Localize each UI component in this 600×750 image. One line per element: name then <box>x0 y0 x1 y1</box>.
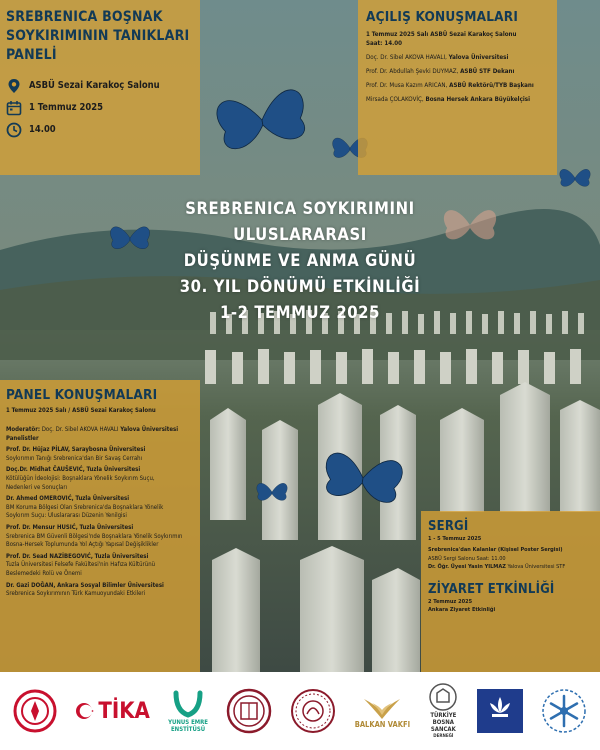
talk-topic: Srebrenica BM Güvenli Bölgesi'nde Boşnaklara Yönelik Soykırımın <box>6 532 183 540</box>
opening-speaker: Doç. Dr. Sibel AKOVA HAVALI, Yalova Üniversitesi <box>366 54 509 61</box>
exhibition-artist: Dr. Öğr. Üyesi Yasin YILMAZ Yalova Üniversitesi STF <box>428 564 566 571</box>
culture-ministry-logo <box>13 689 57 733</box>
moderator-line: Moderatör: Doç. Dr. Sibel AKOVA HAVALI Yalova Üniversitesi <box>6 426 179 433</box>
tbsd-line4: DERNEĞİ <box>433 734 454 739</box>
tbsd-line3: SANCAK <box>430 726 456 733</box>
clock-icon <box>6 122 22 138</box>
exhibition-dates: 1 - 5 Temmuz 2025 <box>428 536 482 542</box>
tbsd-line2: BOSNA <box>432 719 454 726</box>
main-title-line3: DÜŞÜNME VE ANMA GÜNÜ <box>183 251 417 270</box>
tika-text: TİKA <box>98 698 150 724</box>
tika-logo <box>75 699 150 724</box>
balkan-vakfi-logo <box>355 695 410 728</box>
opening-speaker: Prof. Dr. Musa Kazım ARICAN, ASBÜ Rektörü/TYB Başkanı <box>366 82 534 89</box>
talk-topic: BM Koruma Bölgesi Olan Srebrenica'da Boşnaklara Yönelik <box>6 503 164 511</box>
panelist-line: Prof. Dr. Hüjaz PİLAV, Saraybosna Üniversitesi <box>6 446 146 454</box>
panel-speeches <box>0 380 200 672</box>
panel-opening-speeches <box>358 0 557 175</box>
yunus-emre-emblem-icon <box>171 689 205 719</box>
opening-time: Saat: 14.00 <box>366 40 402 47</box>
talk-topic: Kötülüğün İdeolojisi: Boşnaklara Yönelik Soykırım Suçu, <box>6 474 155 482</box>
university-seal-icon <box>226 688 272 734</box>
main-title <box>0 196 600 326</box>
main-title-line4: 30. YIL DÖNÜMÜ ETKİNLİĞİ <box>179 277 421 296</box>
ministry-emblem-icon <box>13 689 57 733</box>
sponsor-logo-strip <box>0 672 600 750</box>
balkan-vakfi-text: BALKAN VAKFI <box>354 719 411 729</box>
fleur-de-lis-icon <box>477 689 523 733</box>
panel-event-info <box>0 0 200 175</box>
date-text: 1 Temmuz 2025 <box>29 102 103 113</box>
talk-topic: Beslemedeki Rolü ve Önemi <box>6 569 82 577</box>
talk-topic: Nedenleri ve Sonuçları <box>6 483 68 491</box>
panel-title-line2: SOYKIRIMININ TANIKLARI <box>6 28 190 44</box>
visit-date: 2 Temmuz 2025 <box>428 598 473 605</box>
yunus-emre-logo <box>168 689 208 733</box>
panelist-line: Doç.Dr. Midhat ČAUŠEVIĆ, Tuzla Üniversitesi <box>6 466 141 474</box>
panelist-line: Prof. Dr. Mensur HUSIĆ, Tuzla Üniversitesi <box>6 523 134 531</box>
panel-exhibition-visit <box>421 511 600 672</box>
panelists-label: Panelistler <box>6 434 39 442</box>
opening-speaker: Mirsada ÇOLAKOVİÇ, Bosna Hersek Ankara Büyükelçisi <box>366 96 531 103</box>
panelist-line: Dr. Gazi DOĞAN, Ankara Sosyal Bilimler Üniversitesi <box>6 581 164 589</box>
talk-topic: Tuzla Üniversitesi Felsefe Fakültesi'nin Hafıza Kültürünü <box>6 561 156 569</box>
snowflake-emblem-icon <box>541 688 587 734</box>
main-title-dates: 1-2 TEMMUZ 2025 <box>219 303 381 322</box>
exhibition-name: Srebrenica'dan Kalanlar (Kişisel Poster Sergisi) <box>428 547 563 554</box>
visit-name: Ankara Ziyaret Etkinliği <box>428 607 496 614</box>
institute-seal-icon <box>290 688 336 734</box>
talk-topic: Bosna-Hersek Toplumunda Yol Açtığı Yapısal Değişiklikler <box>6 541 159 549</box>
tbsd-emblem-icon <box>428 682 458 712</box>
institute-seal-logo <box>290 688 336 734</box>
yunus-emre-line1: YUNUS EMRE <box>168 719 208 726</box>
association-star-logo <box>541 688 587 734</box>
panel-speeches-meta: 1 Temmuz 2025 Salı / ASBÜ Sezai Karakoç Salonu <box>6 407 156 414</box>
panelist-line: Prof. Dr. Sead NAZİBEGOVIĆ, Tuzla Üniversitesi <box>6 552 149 560</box>
tbsd-line1: TÜRKİYE <box>430 712 457 719</box>
opening-speaker: Prof. Dr. Abdullah Şevki DUYMAZ, ASBÜ STF Dekanı <box>366 68 515 75</box>
panelist-line: Dr. Ahmed OMEROVIĆ, Tuzla Üniversitesi <box>6 495 130 503</box>
yunus-emre-line2: ENSTİTÜSÜ <box>170 726 206 733</box>
bosnia-org-logo <box>477 689 523 733</box>
opening-meta: 1 Temmuz 2025 Salı ASBÜ Sezai Karakoç Salonu <box>366 31 517 38</box>
exhibition-title: SERGİ <box>428 519 469 534</box>
location-row <box>6 76 200 95</box>
calendar-icon <box>6 100 22 116</box>
main-title-line2: ULUSLARARASI <box>233 225 367 244</box>
panel-speeches-title: PANEL KONUŞMALARI <box>6 387 158 403</box>
visit-title: ZİYARET ETKİNLİĞİ <box>428 581 555 597</box>
crescent-star-icon <box>75 701 95 721</box>
panel-title-line3: PANELİ <box>6 47 57 63</box>
tbsd-logo <box>428 682 458 740</box>
talk-topic: Soykırımın Tanığı Srebrenica'dan Bir Savaş Cerrahı <box>6 454 143 462</box>
panel-title-line1: SREBRENICA BOŞNAK <box>6 9 163 25</box>
opening-title: AÇILIŞ KONUŞMALARI <box>366 9 519 25</box>
time-text: 14.00 <box>29 124 56 135</box>
date-row <box>6 98 200 117</box>
location-text: ASBÜ Sezai Karakoç Salonu <box>29 80 160 91</box>
location-pin-icon <box>6 78 22 94</box>
talk-topic: Srebrenica Soykırımının Türk Kamuoyundaki Etkileri <box>6 590 146 598</box>
balkan-wing-icon <box>360 695 404 721</box>
time-row <box>6 120 200 139</box>
university-seal-logo <box>226 688 272 734</box>
exhibition-opening: ASBÜ Sergi Salonu Saat: 11.00 <box>428 555 506 562</box>
main-title-line1: SREBRENICA SOYKIRIMINI <box>185 199 415 218</box>
talk-topic: Soykırım Suçu: Uluslararası Düzenin Yenilgisi <box>6 512 127 520</box>
